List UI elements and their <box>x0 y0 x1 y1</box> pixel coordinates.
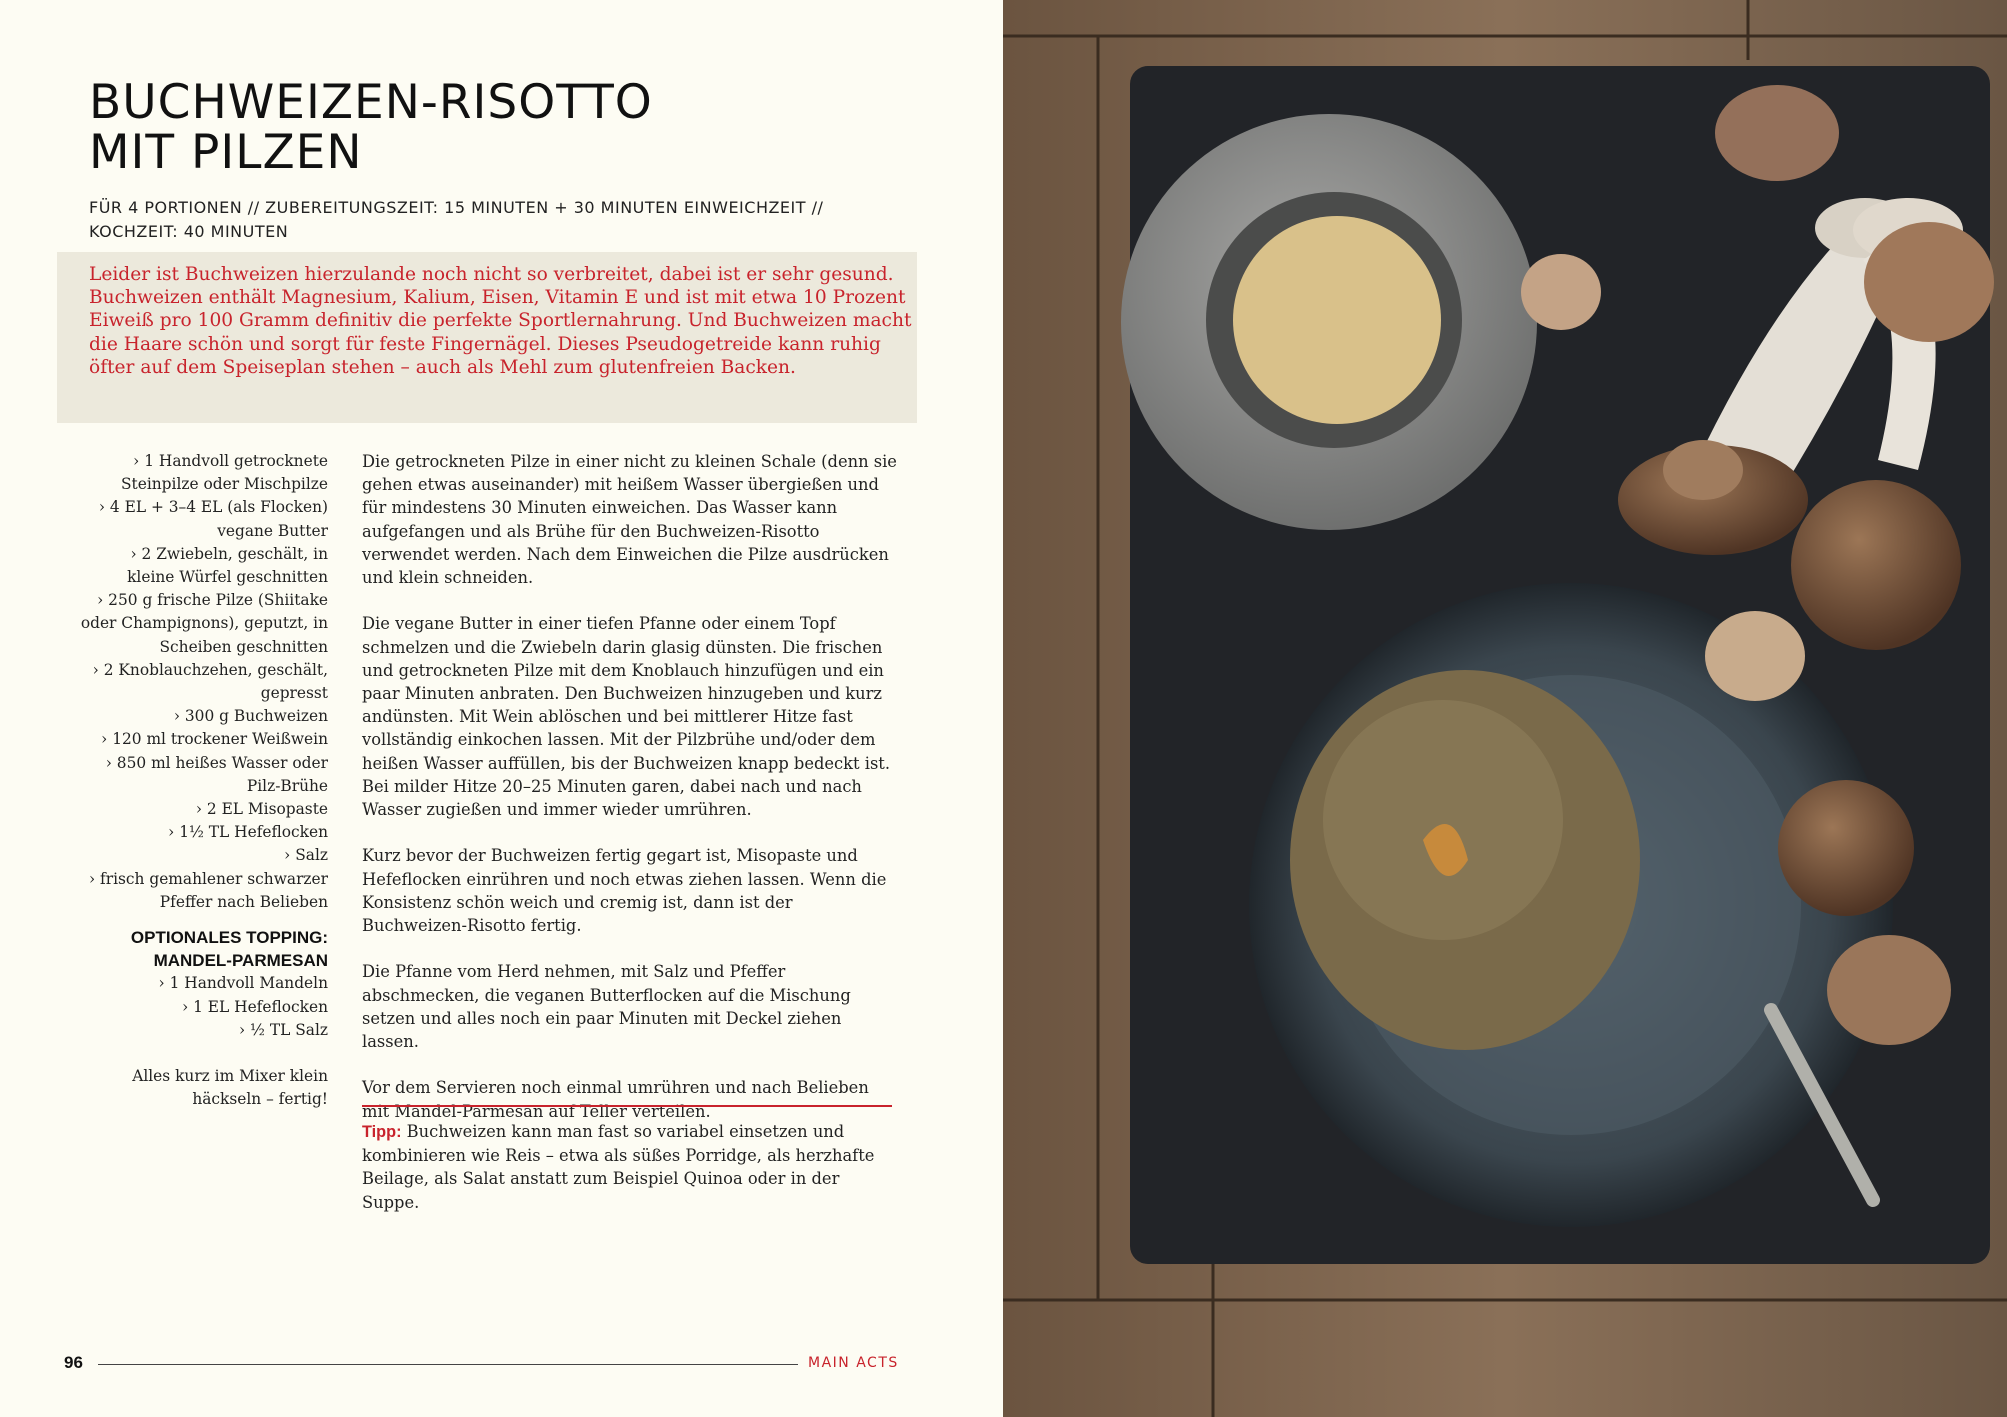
ingredient-item: › 300 g Buchweizen <box>80 705 328 728</box>
tip-divider <box>362 1105 892 1107</box>
footer-divider <box>98 1364 798 1365</box>
instruction-paragraph: Die Pfanne vom Herd nehmen, mit Salz und Pfeffer abschmecken, die veganen Butterflocken auf die Mischung setzen und alles noch ein paar Minuten mit Deckel ziehen lassen. <box>362 962 851 1052</box>
ingredient-item: › Salz <box>80 844 328 867</box>
ingredient-item: › 2 EL Misopaste <box>80 798 328 821</box>
topping-note: Alles kurz im Mixer klein häckseln – fertig! <box>132 1067 328 1109</box>
buckwheat-risotto <box>1290 670 1640 1050</box>
ingredient-item: › 250 g frische Pilze (Shiitake oder Champignons), geputzt, in Scheiben geschnitten <box>80 589 328 659</box>
instruction-paragraph: Die getrockneten Pilze in einer nicht zu kleinen Schale (denn sie gehen etwas auseinander) mit heißem Wasser übergießen und für mindestens 30 Minuten einweichen. Das Wasser kann aufgefangen und als Brühe für den Buchweizen-Risotto verwendet werden. Nach dem Einweichen die Pilze ausdrücken und klein schneiden. <box>362 452 897 588</box>
intro-box <box>57 252 917 423</box>
ingredient-list <box>80 450 328 914</box>
mortar-bowl <box>1121 114 1537 530</box>
left-page <box>0 0 1003 1417</box>
topping-list <box>80 972 328 1042</box>
ingredient-item: › 1 Handvoll getrocknete Steinpilze oder Mischpilze <box>80 450 328 496</box>
recipe-photo <box>1003 0 2007 1417</box>
ingredients-column <box>80 450 328 1111</box>
instructions-column <box>362 450 897 1146</box>
instruction-paragraph: Kurz bevor der Buchweizen fertig gegart ist, Misopaste und Hefeflocken einrühren und noch etwas ziehen lassen. Wenn die Konsistenz schön weich und cremig ist, dann ist der Buchweizen-Risotto fertig. <box>362 846 887 936</box>
topping-item: › 1 EL Hefeflocken <box>80 996 328 1019</box>
instruction-paragraph: Vor dem Servieren noch einmal umrühren und nach Belieben mit Mandel-Parmesan auf Teller verteilen. <box>362 1078 869 1121</box>
instruction-paragraph: Die vegane Butter in einer tiefen Pfanne oder einem Topf schmelzen und die Zwiebeln darin glasig dünsten. Die frischen und getrockneten Pilze mit dem Knoblauch hinzufügen und ein paar Minuten anbraten. Den Buchweizen hinzugeben und kurz andünsten. Mit Wein ablöschen und bei mittlerer Hitze fast vollständig einkochen lassen. Mit der Pilzbrühe und/oder dem heißen Wasser auffüllen, bis der Buchweizen knapp bedeckt ist. Bei milder Hitze 20–25 Minuten garen, dabei nach und nach Wasser zugießen und immer wieder umrühren. <box>362 614 891 820</box>
ingredient-item: › 2 Knoblauchzehen, geschält, gepresst <box>80 659 328 705</box>
intro-text: Leider ist Buchweizen hierzulande noch nicht so verbreitet, dabei ist er sehr gesund. Buchweizen enthält Magnesium, Kalium, Eisen, Vitamin E und ist mit etwa 10 Prozent Eiweiß pro 100 Gramm definitiv die perfekte Sportlernahrung. Und Buchweizen macht die Haare schön und sorgt für feste Fingernägel. Dieses Pseudogetreide kann ruhig öfter auf dem Speiseplan stehen – auch als Mehl zum glutenfreien Backen. <box>89 264 912 378</box>
recipe-title-line-2: MIT PILZEN <box>89 125 363 180</box>
tip-box <box>362 1120 897 1214</box>
ingredient-item: › 4 EL + 3–4 EL (als Flocken) vegane Butter <box>80 496 328 542</box>
tip-label: Tipp: <box>362 1123 402 1141</box>
topping-heading: OPTIONALES TOPPING: MANDEL-PARMESAN <box>130 928 328 971</box>
tip-text: Buchweizen kann man fast so variabel einsetzen und kombinieren wie Reis – etwa als süßes Porridge, als herzhafte Beilage, als Salat anstatt zum Beispiel Quinoa oder in der Suppe. <box>362 1122 875 1212</box>
topping-item: › 1 Handvoll Mandeln <box>80 972 328 995</box>
ingredient-item: › 120 ml trockener Weißwein <box>80 728 328 751</box>
ingredient-item: › 1½ TL Hefeflocken <box>80 821 328 844</box>
section-label: MAIN ACTS <box>808 1355 899 1371</box>
recipe-title-line-1: BUCHWEIZEN-RISOTTO <box>89 75 653 130</box>
ingredient-item: › 850 ml heißes Wasser oder Pilz-Brühe <box>80 752 328 798</box>
topping-item: › ½ TL Salz <box>80 1019 328 1042</box>
recipe-title <box>89 75 653 180</box>
recipe-meta: FÜR 4 PORTIONEN // ZUBEREITUNGSZEIT: 15 MINUTEN + 30 MINUTEN EINWEICHZEIT // KOCHZEIT: 40 MINUTEN <box>89 198 824 241</box>
page-number: 96 <box>64 1353 83 1372</box>
ingredient-item: › frisch gemahlener schwarzer Pfeffer nach Belieben <box>80 868 328 914</box>
ingredient-item: › 2 Zwiebeln, geschält, in kleine Würfel geschnitten <box>80 543 328 589</box>
